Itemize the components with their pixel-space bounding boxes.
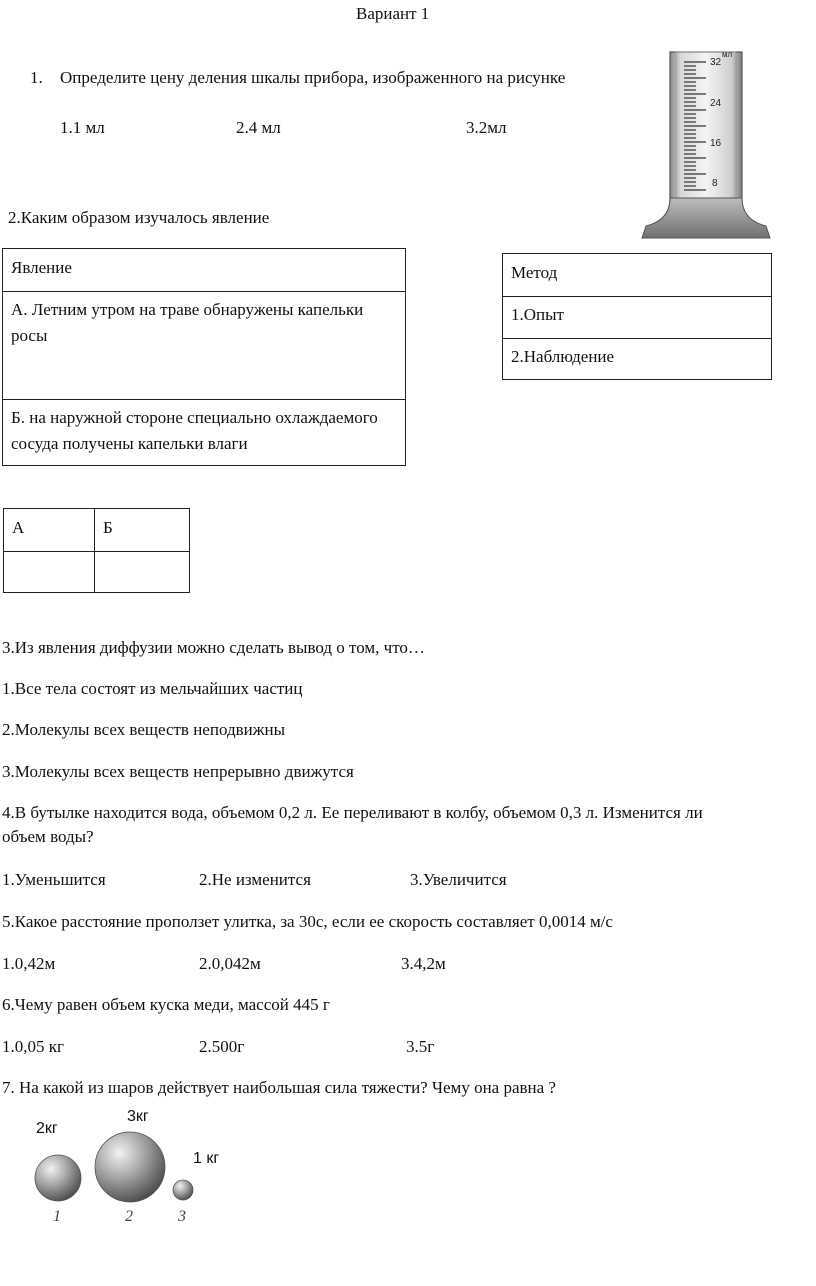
ball-3 (173, 1180, 193, 1200)
q4-text-line2: объем воды? (2, 827, 94, 846)
q1-option-3: 3.2мл (466, 118, 507, 137)
ball-2-number: 2 (125, 1208, 133, 1225)
q1-option-1: 1.1 мл (60, 118, 105, 137)
q5-option-3: 3.4,2м (401, 954, 446, 973)
q6-option-1: 1.0,05 кг (2, 1037, 64, 1056)
ball-2-mass: 3кг (127, 1108, 149, 1125)
phenomenon-row-b: Б. на наружной стороне специально охлаждаемого сосуда получены капельки влаги (11, 408, 378, 453)
q1-option-2: 2.4 мл (236, 118, 281, 137)
cylinder-unit: мл (722, 50, 733, 59)
q6-option-2: 2.500г (199, 1037, 245, 1056)
q7-text: 7. На какой из шаров действует наибольшая сила тяжести? Чему она равна ? (2, 1078, 556, 1097)
q4-option-1: 1.Уменьшится (2, 870, 106, 889)
q3-option-2: 2.Молекулы всех веществ неподвижны (2, 720, 285, 739)
ball-3-number: 3 (178, 1208, 186, 1225)
method-table (502, 253, 772, 380)
measuring-cylinder-figure (640, 48, 772, 244)
ball-1-mass: 2кг (36, 1120, 58, 1137)
q5-option-1: 1.0,42м (2, 954, 56, 973)
answer-cell-b[interactable] (95, 552, 189, 592)
q2-text: 2.Каким образом изучалось явление (8, 208, 270, 227)
ball-2 (95, 1132, 165, 1202)
answer-col-a: А (12, 518, 25, 537)
q5-text: 5.Какое расстояние проползет улитка, за 30с, если ее скорость составляет 0,0014 м/с (2, 912, 613, 931)
phenomenon-table (2, 248, 406, 466)
scale-label-24: 24 (710, 98, 722, 109)
q5-option-2: 2.0,042м (199, 954, 261, 973)
scale-label-16: 16 (710, 138, 722, 149)
q1-number: 1. (30, 68, 43, 87)
ball-1 (35, 1155, 81, 1201)
answer-col-b: Б (103, 518, 113, 537)
page-title: Вариант 1 (356, 4, 430, 23)
q3-option-1: 1.Все тела состоят из мельчайших частиц (2, 679, 303, 698)
answer-cell-a[interactable] (4, 552, 94, 592)
ball-1-number: 1 (53, 1208, 61, 1225)
q1-text: Определите цену деления шкалы прибора, изображенного на рисунке (60, 68, 566, 87)
q6-text: 6.Чему равен объем куска меди, массой 445 г (2, 995, 330, 1014)
q6-option-3: 3.5г (406, 1037, 435, 1056)
phenomenon-header: Явление (11, 258, 72, 277)
q4-text-line1: 4.В бутылке находится вода, объемом 0,2 л. Ее переливают в колбу, объемом 0,3 л. Изменится ли (2, 803, 703, 822)
scale-label-8: 8 (712, 178, 718, 189)
scale-label-32: 32 (710, 57, 722, 68)
cylinder-base (642, 198, 770, 238)
answer-table (3, 508, 190, 593)
ball-3-mass: 1 кг (193, 1150, 220, 1167)
phenomenon-row-a: А. Летним утром на траве обнаружены капельки росы (11, 300, 364, 345)
method-row-2: 2.Наблюдение (511, 347, 615, 366)
q3-option-3: 3.Молекулы всех веществ непрерывно движутся (2, 762, 354, 781)
method-header: Метод (511, 263, 558, 282)
q4-option-3: 3.Увеличится (410, 870, 507, 889)
q4-option-2: 2.Не изменится (199, 870, 311, 889)
cylinder-body (670, 52, 742, 220)
balls-drawing (30, 1128, 200, 1208)
method-row-1: 1.Опыт (511, 305, 564, 324)
q3-text: 3.Из явления диффузии можно сделать вывод о том, что… (2, 638, 425, 657)
